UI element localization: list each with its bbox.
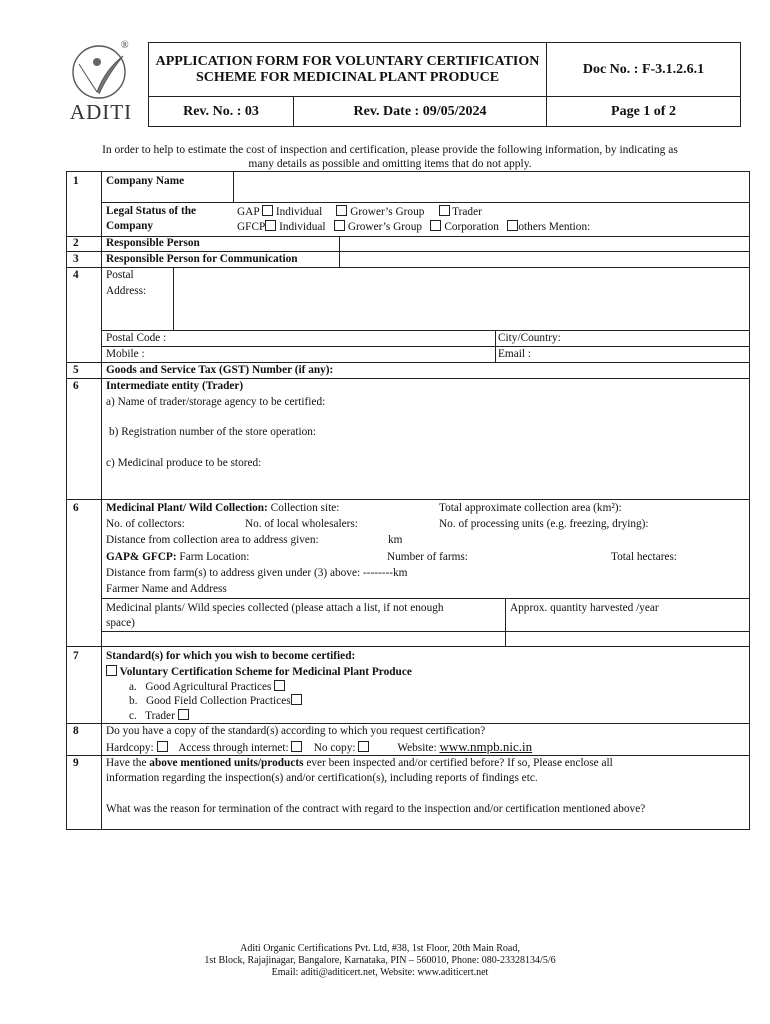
produce-stored-label: c) Medicinal produce to be stored: [106,457,262,469]
company-name-field[interactable] [234,172,750,202]
total-hectares-label: Total hectares: [611,551,678,563]
gst-number-label: Goods and Service Tax (GST) Number (if any): [106,364,334,376]
farm-location-label: Farm Location: [179,551,250,563]
postal-address-field[interactable] [174,268,750,330]
logo-text: ADITI [69,100,133,124]
hardcopy-checkbox[interactable] [157,741,168,752]
communication-person-field[interactable] [340,252,750,267]
gap-individual-checkbox[interactable] [262,205,273,216]
intro-text: In order to help to estimate the cost of inspection and certification, please provide the following information, by indicating as many details as possible and omitting items that do not apply. [102,144,678,170]
registration-number-label: b) Registration number of the store operation: [109,426,317,438]
legal-status-label: Legal Status of the [106,205,197,217]
km-unit: km [388,534,403,546]
no-copy-checkbox[interactable] [358,741,369,752]
farmer-name-label: Farmer Name and Address [106,583,227,595]
species-entry-field[interactable] [102,632,505,646]
row-number: 1 [73,175,79,187]
others-checkbox[interactable] [507,220,518,231]
email-label: Email : [498,348,531,360]
responsible-person-field[interactable] [340,236,750,251]
footer-address-line1: Aditi Organic Certifications Pvt. Ltd, #38, 1st Floor, 20th Main Road, [240,943,520,954]
number-of-farms-label: Number of farms: [387,551,468,563]
application-form: 1 Company Name Legal Status of the Company GAP Individual Grower’s Group Trader GFCP Individual Grower’s Group Corporation others Mention: 2 Responsible Person 3 Responsible Person for Communication 4 Postal Address: Postal Code : City/Country: Mobile : Email : 5 Goods and Service Tax (GST) Number (if any): 6 Intermediate entity (Trader) a) Name of trader/storage agency to be certified: b) Registration number of the store operation: c) Medicinal produce to be stored: 6 Medicinal Plant/ Wild Collection: Collection site: Total approximate collection area (km²): No. of collectors: No. of local wholesalers: No. of processing units (e.g. freezing, drying): Distance from collection area to address given: km GAP& GFCP: Farm Location: Number of farms: Total hectares: Distance from farm(s) to address given under (3) above: --------km Farmer Name and Address Medicinal plants/ Wild species collected (please attach a list, if not enough space) Approx. quantity harvested /year 7 Standard(s) for which you wish to become certified: Voluntary Certification Scheme for Medicinal Plant Produce a. Good Agricultural Practices b. Good Field Collection Practices c. Trader 8 Do you have a copy of the standard(s) according to which you request certification? Hardcopy: Access through internet: No copy: Website: www.nmpb.nic.in 9 Have the above mentioned units/products ever been inspected and/or certified before? If so, Please enclose all information regarding the inspection(s) and/or certification(s), including reports of findings etc. What was the reason for termination of the contract with regard to the inspection and/or certification mentioned above? [66,171,750,830]
quantity-harvested-label: Approx. quantity harvested /year [510,602,659,614]
rev-date: Rev. Date : 09/05/2024 [293,97,546,126]
header-table [148,42,741,127]
city-country-label: City/Country: [498,332,561,344]
trader-option-checkbox[interactable] [178,709,189,720]
gfcp-growers-group-checkbox[interactable] [334,220,345,231]
collectors-label: No. of collectors: [106,518,185,530]
gfcp-option-checkbox[interactable] [291,694,302,705]
form-title: APPLICATION FORM FOR VOLUNTARY CERTIFICATION SCHEME FOR MEDICINAL PLANT PRODUCE [149,43,547,97]
intermediate-entity-label: Intermediate entity (Trader) [106,380,244,392]
internet-access-checkbox[interactable] [291,741,302,752]
quantity-entry-field[interactable] [506,632,750,646]
communication-person-label: Responsible Person for Communication [106,253,298,265]
nmpb-website-link[interactable]: www.nmpb.nic.in [439,739,533,754]
gfcp-option-label: Good Field Collection Practices [145,695,291,707]
legal-status-gap-row: GAP Individual Grower’s Group Trader [237,206,482,218]
corporation-checkbox[interactable] [430,220,441,231]
footer-address-line2: 1st Block, Rajajinagar, Bangalore, Karnataka, PIN – 560010, Phone: 080-23328134/5/6 [204,955,556,966]
trader-option-label: Trader [145,710,175,722]
distance-label: Distance from collection area to address given: [106,534,319,546]
postal-label: Postal [106,269,134,281]
rev-number: Rev. No. : 03 [183,103,259,119]
page-number: Page 1 of 2 [547,97,741,127]
voluntary-scheme-checkbox[interactable] [106,665,117,676]
gfcp-individual-checkbox[interactable] [265,220,276,231]
document-header [55,42,741,126]
doc-number: Doc No. : F-3.1.2.6.1 [547,43,741,97]
trader-name-label: a) Name of trader/storage agency to be certified: [106,396,326,408]
address-label: Address: [106,285,147,297]
aditi-emblem-icon [63,42,139,102]
processing-units-label: No. of processing units (e.g. freezing, drying): [439,518,649,530]
standard-copy-question: Do you have a copy of the standard(s) according to which you request certification? [106,725,486,737]
collection-site-label: Collection site: [270,502,340,514]
gap-gfcp-label: GAP& GFCP: [106,551,177,563]
postal-code-label: Postal Code : [106,332,167,344]
footer-contact-line: Email: aditi@aditicert.net, Website: www.aditicert.net [271,967,489,978]
responsible-person-label: Responsible Person [106,237,200,249]
company-footer [100,943,660,979]
standards-label: Standard(s) for which you wish to become certified: [106,650,356,662]
termination-reason-question: What was the reason for termination of the contract with regard to the inspection and/or certification mentioned above? [106,803,646,815]
wild-collection-label: Medicinal Plant/ Wild Collection: [106,502,268,514]
voluntary-scheme-label: Voluntary Certification Scheme for Medicinal Plant Produce [119,666,412,678]
gap-option-checkbox[interactable] [274,680,285,691]
company-name-label: Company Name [106,175,185,187]
mobile-label: Mobile : [106,348,145,360]
species-collected-label: Medicinal plants/ Wild species collected (please attach a list, if not enough [106,602,444,614]
aditi-logo [55,42,147,126]
prior-inspection-question: Have the above mentioned units/products ever been inspected and/or certified before? If so, Please enclose all [106,757,613,769]
farm-distance-label: Distance from farm(s) to address given under (3) above: --------km [106,567,408,579]
gap-option-label: Good Agricultural Practices [145,681,272,693]
trader-checkbox[interactable] [439,205,450,216]
total-area-label: Total approximate collection area (km²): [439,502,622,514]
legal-status-gfcp-row: GFCP Individual Grower’s Group Corporation others Mention: [237,221,591,233]
registered-mark: ® [121,40,129,51]
wholesalers-label: No. of local wholesalers: [245,518,358,530]
gap-growers-group-checkbox[interactable] [336,205,347,216]
